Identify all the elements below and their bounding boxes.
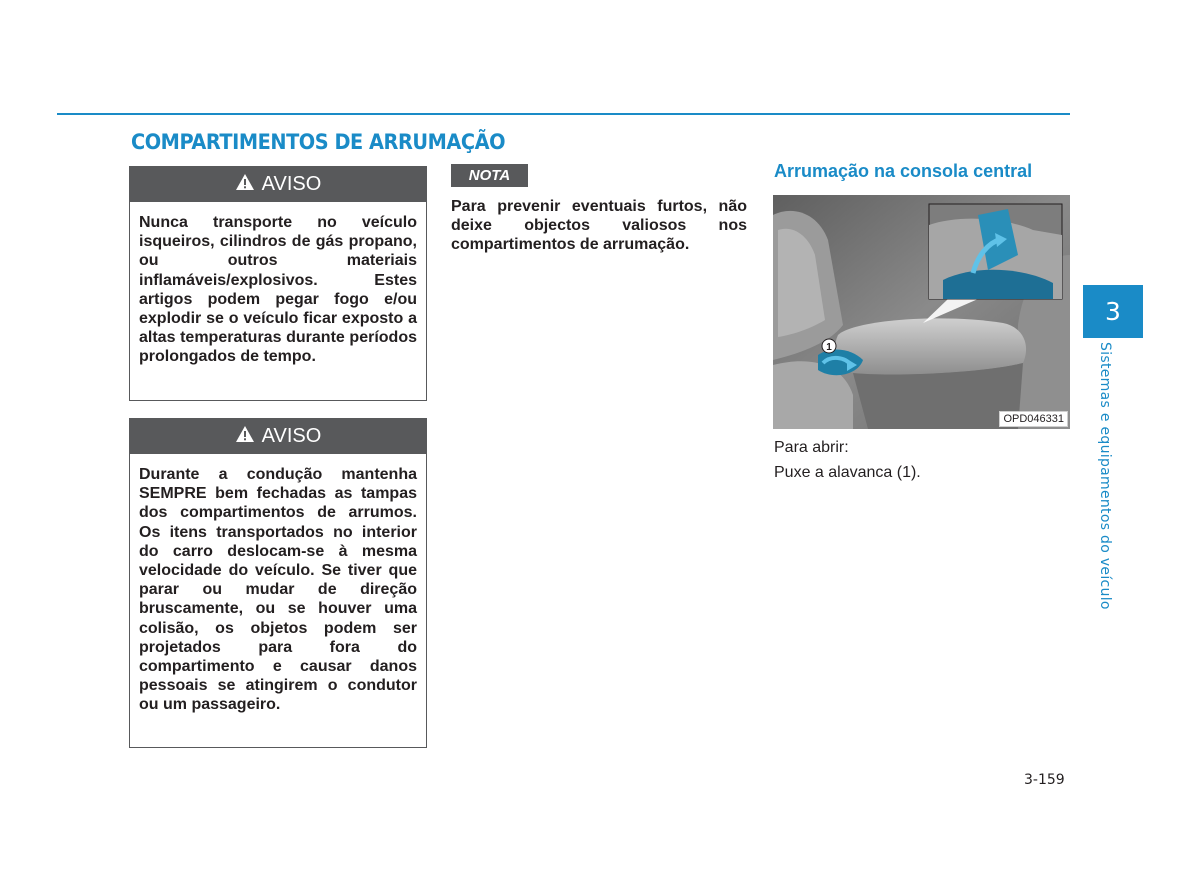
page-number: 3-159: [1024, 772, 1065, 788]
callout-number: 1: [826, 342, 832, 353]
section-title: COMPARTIMENTOS DE ARRUMAÇÃO: [131, 130, 506, 154]
chapter-tab: 3: [1083, 285, 1143, 338]
warning-label: AVISO: [261, 173, 322, 195]
console-illustration: [773, 195, 1070, 429]
warning-text: Durante a condução mantenha SEMPRE bem fechadas as tampas dos compartimentos de arrumos. Os itens transportados no interior do carro deslocam-se à mesma velocidade do veículo. Se tiver que parar ou mudar de direção bruscamente, ou se houver uma colisão, os objetos podem ser projetados para fora do compartimento e causar danos pessoais se atingirem o condutor ou um passageiro.: [139, 466, 417, 714]
warning-box: [129, 166, 427, 401]
warning-box: [129, 418, 427, 748]
note-text: Para prevenir eventuais furtos, não deixe objectos valiosos nos compartimentos de arrumação.: [451, 198, 747, 254]
note-label: NOTA: [451, 164, 528, 187]
warning-label: AVISO: [261, 425, 322, 447]
warning-text: Nunca transporte no veículo isqueiros, cilindros de gás propano, ou outros materiais inflamáveis/explosivos. Estes artigos podem pegar fogo e/ou explodir se o veículo ficar exposto a altas temperaturas durante períodos prolongados de tempo.: [139, 214, 417, 366]
instruction-text: Para abrir:: [774, 439, 849, 456]
figure-code: OPD046331: [999, 411, 1068, 427]
chapter-title: Sistemas e equipamentos do veículo: [1097, 342, 1113, 610]
subsection-title: Arrumação na consola central: [774, 161, 1033, 181]
warning-triangle-icon: [235, 425, 255, 449]
warning-header: [130, 167, 426, 202]
warning-triangle-icon: [235, 173, 255, 197]
header-rule: [57, 113, 1070, 115]
console-figure: [773, 195, 1070, 429]
warning-header: [130, 419, 426, 454]
instruction-text: Puxe a alavanca (1).: [774, 464, 921, 481]
